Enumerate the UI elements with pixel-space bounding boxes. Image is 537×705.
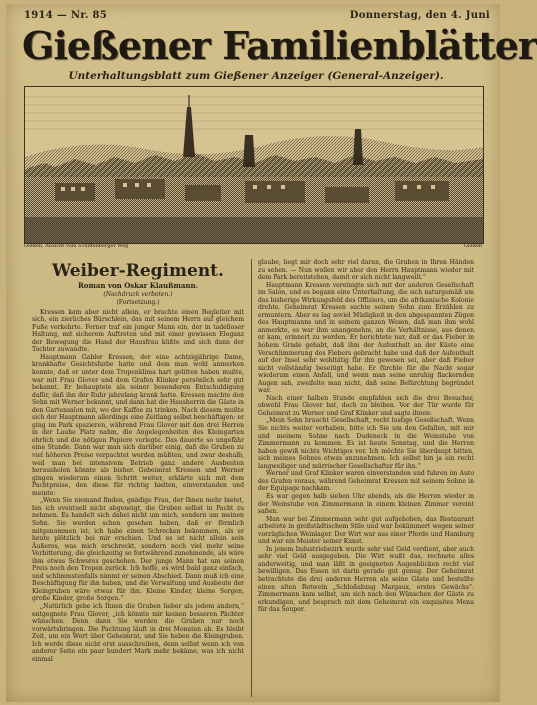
masthead-title: Gießener Familienblätter xyxy=(22,23,537,68)
masthead-subtitle: Unterhaltungsblatt zum Gießener Anzeiger (General-Anzeiger). xyxy=(68,70,444,82)
paragraph: Werner und Graf Klinker waren einverstanden und fuhren im Auto des Grafen voraus, während Geheimrat Kressen mit seinem Sohne in der Equipage nachkam. xyxy=(258,470,474,493)
city-skyline-illustration xyxy=(25,87,483,243)
paragraph: Hauptmann Kressen vereinigte sich mit der anderen Gesellschaft im Salon, und es begann eine Unterhaltung, die sich naturgemäß um das bisherige Wirkungsfeld des Offiziers, um die afrikanische Kolonie drehte. Geheimrat Kressen suchte seinen Sohn zum Erzählen zu ermuntern. Aber es lag soviel Müdigkeit in den abgespannten Zügen des Hauptmanns und in seinem ganzen Wesen, daß man ihm wohl anmerkte, es war ihm unangenehm, an die Verhältnisse, aus denen er kam, erinnert zu werden. Er berichtete nur, daß er das Fieber in hohem Grade gehabt, daß ihm der Aufenthalt an der Küste eine Verschlimmerung des Fiebers gebracht habe und daß der Aufenthalt auf der Insel sehr wohltätig für ihn gewesen sei, aber daß Fieber nicht vollständig beseitigt habe. Er fürchte für die Nacht sogar wiederum einen Anfall, und wenn man seine unruhig flackernden Augen sah, zweifelte man nicht, daß seine Befürchtung begründet war. xyxy=(258,281,474,395)
paragraph: „Wenn Sie niemand finden, gnädige Frau, der Ihnen mehr bietet, bin ich eventuell nicht abgeneigt, die Gruben selbst in Pacht zu nehmen. Es handelt sich dabei nicht um mich, sondern um meinen Sohn. Sie werden schon gesehen haben, daß er förmlich mitgenommen ist; ich habe einen Schrecken bekommen, als er heute plötzlich bei mir erschien. Und es ist nicht allein sein Äußeres, was mich erschreckt, sondern noch viel mehr seine Verbitterung, die gleichzeitig so fortwährend zunehmende, als wäre ihm etwas Schweres geschehen. Der junge Mann hat um seinen Preis noch den Tropen zurück. Ich hoffe, es wird bald ganz einfach, und schlimmstenfalls nimmt er seinen Abschied. Dann muß ich eine Beschäftigung für ihn haben, und die Verwaltung und Ausbeute der Kleingruben wäre etwas für ihn. Kleine Kinder, kleine Sorgen, große Kinder, große Sorgen.“ xyxy=(32,497,244,603)
column-divider xyxy=(251,259,252,697)
paragraph: Nach einer halben Stunde empfahlen sich die drei Besucher, obwohl Frau Glover bat, doch zu bleiben. Vor der Tür wurde für Geheimrat zu Werner und Graf Klinker und sagte ihnen: xyxy=(258,394,474,417)
paragraph: Kressen kam aber nicht allein, er brachte einen Begleiter mit sich, ein zierliches Bürschlein, das mit seinem Herrn auf gleichem Fuße verkehrte. Ferner traf ein junger Mann ein, der in tadelloser Haltung, mit sicherem Auftreten und mit einer gewissen Eleganz der Bewegung die Hand der Hausfrau küßte und sich dann der Tochter zuwandte. xyxy=(32,308,244,354)
city-engraving xyxy=(24,86,484,244)
paragraph: glaube, liegt mir doch sehr viel daran, die Gruben in Ihren Händen zu sehen. — Nun wollen wir aber den Herrn Hauptmann wieder mit dem Park bereitstehen, damit er sich nicht langweilt.“ xyxy=(258,259,474,282)
story-author: Roman von Oskar Klaußmann. xyxy=(77,281,198,290)
paragraph: In jenem Industriebezirk wurde sehr viel Geld verdient, aber auch sehr viel Geld ausgegeben. Die Wirt wußt das, rechnete alles anderweitig, und man läßt in geeigneten Augenblicken recht viel bewilligen. Das Essen ist darin gerade gut genug. Der Geheimrat betrachtete die drei anderen Herren als seine Gäste und bestellte einen alten Rotwein „Schloßabzug Margaux, erstes Gewächs“. Zimmermann kam selbst, um sich nach den Wünschen der Gäste zu erkundigen, und besprach mit dem Geheimrat ein exquisites Menu für das Souper. xyxy=(258,545,474,614)
right-column xyxy=(258,259,474,699)
paragraph: „Natürlich gebe ich Ihnen die Gruben lieber als jedem andern,“ entgegnete Frau Glover, „ich könnte mir keinen besseren Pächter wünschen. Denn dann Sie werden die Gruben nur noch vorwärtsbringen. Die Pachtung läuft in drei Monaten ab. Es bleibt Zeit, um ein Wort über Geheimrat, und Sie haben die Kleingruben. Ich werde diese nicht erst ausschreiben, denn selbst wenn ich von anderer Seite ein paar hundert Mark mehr bekäme, was ich nicht einmal xyxy=(32,602,244,663)
dateline xyxy=(24,10,490,24)
engraving-caption xyxy=(24,243,482,252)
reprint-note: (Nachdruck verboten.) xyxy=(103,290,173,298)
paragraph: Hauptmann Gabler Kressen, der eine achtzigjährige Dame, krankhafte Gesichtsfarbe hatte und dem man wohl anmerken konnte, daß er unter dem Tropenklima hart gelitten haben mußte, war mit Frau Glover und dem Grafen Klinker persönlich sehr gut bekannt. Er behauptete als seiner besonderen Entschuldigung dafür, daß ihn der Ruhr jahrelang krank hatte. Kressen machte den Sohn mit Werner bekannt, und dann hat die Hausherrin die Gäste in den Gartensalon mit, wo der Kaffee zu trinken. Nach diesem mußte sich der Hauptmann allerdings eine Zeitlang selbst beschäftigen: er ging im Park spazieren, während Frau Glover mit den drei Herren in der Laube Platz nahm, die Angelegenheiten des Kleingarten ehrlich und die nötigen Papiere vorlegte. Das dauerte so ungefähr eine Stunde. Dann war man sich darüber einig, daß die Gruben zu viel höheren Preise verpachtet werden müßten, und zwar deshalb, weil man bei intensivem Betrieb ganz andere Ausbeuten herausholen könnte als bisher. Gebeimrat Kressen und Werner gingen wiederum einen Schritt weiter, erklärte sich mit dem Pachtpreise, den diese für richtig hielten, einverstanden und meinte: xyxy=(32,353,244,497)
continuation-note: (Fortsetzung.) xyxy=(116,299,160,307)
left-column xyxy=(32,259,244,699)
paragraph: Es war gegen halb sieben Uhr abends, als die Herren wieder in der Weinstube von Zimmermann in einem kleinen Zimmer vereint saßen. xyxy=(258,492,474,516)
newspaper-page xyxy=(6,4,537,702)
paragraph: Man war bei Zimmermann sehr gut aufgehoben, das Restaurant arbeitete in großstädtischem Stile und war bekümmert wegen seiner vorzüglichen Weinlager. Der Wirt war aus einer Pferde und Hamburg und war ein Meister seiner Kunst. xyxy=(258,515,474,546)
issue-number: 1914 — Nr. 85 xyxy=(24,10,108,21)
paragraph: „Mein Sohn braucht Gesellschaft, recht lustige Gesellschaft. Wenn Sie nichts weiter vorhaben, bitte ich Sie um den Gefallen, mit mir und meinem Sohne nach Dudeneck in die Weinstube von Zimmermann zu kommen. Es ist heute Sonntag, und die Herren haben gewiß nichts Wichtiges vor. Ich möchte Sie überdaupt bitten, sich meines Sohnes etwas anzunehmen. Ich selbst bin ja ein recht langweiliger und mürrischer Gesellschafter für ihn.“ xyxy=(258,417,474,470)
story-title: Weiber-Regiment. xyxy=(52,261,224,281)
issue-date: Donnerstag, den 4. Juni xyxy=(349,10,490,21)
caption-right: Gießen xyxy=(463,243,482,249)
caption-left: Gießen, Ansicht vom Schiffenberger Weg xyxy=(24,243,129,249)
